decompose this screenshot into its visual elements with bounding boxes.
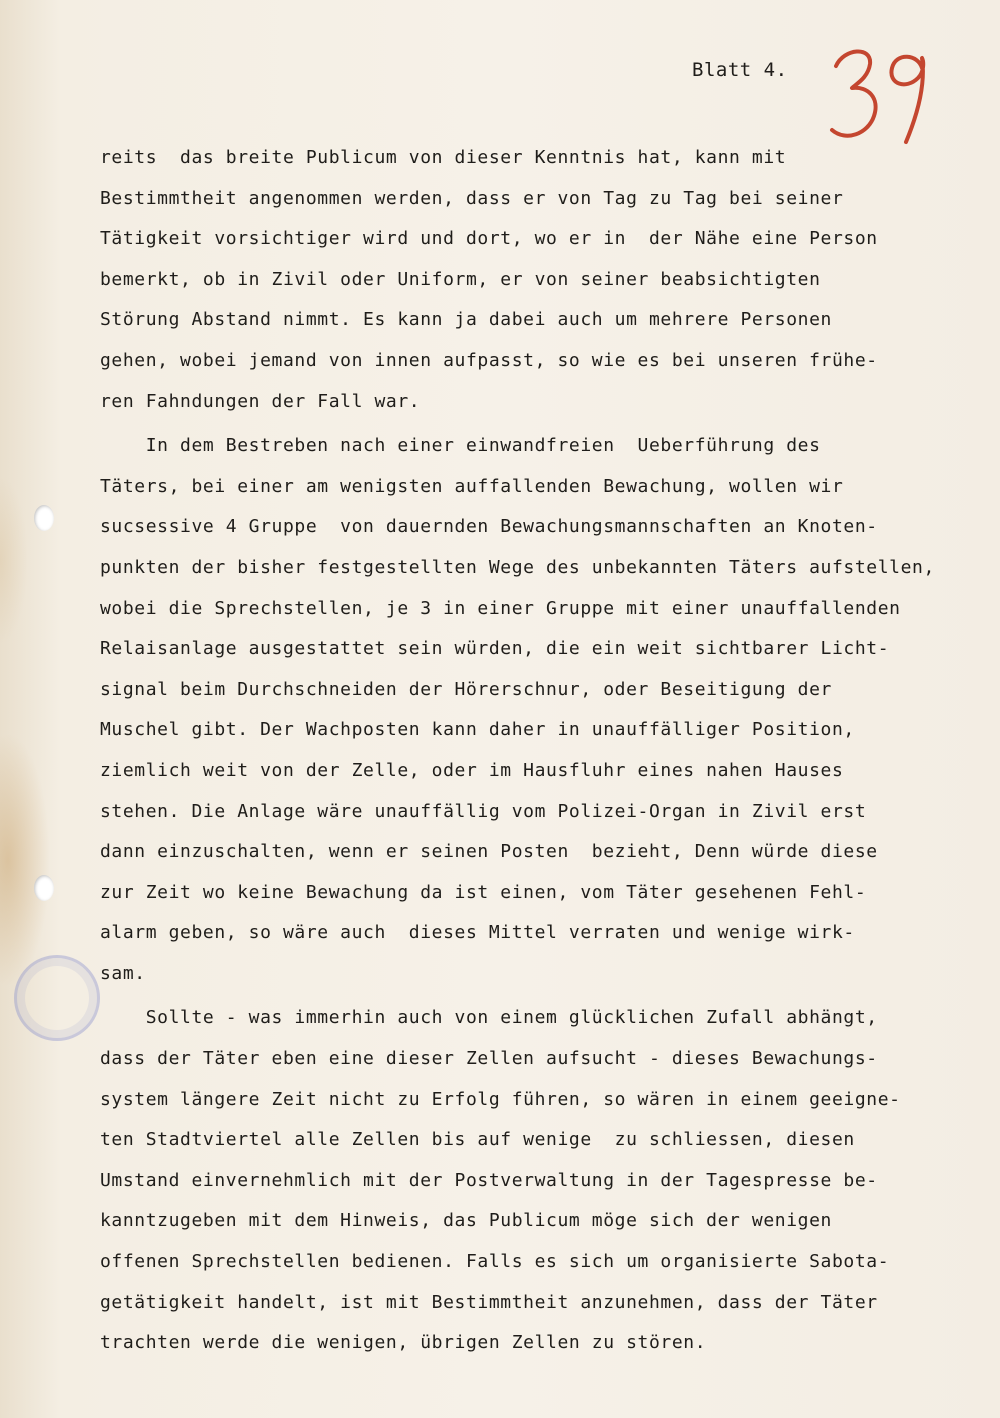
text-line: signal beim Durchschneiden der Hörerschnur, oder Beseitigung der (100, 678, 832, 700)
text-line: bemerkt, ob in Zivil oder Uniform, er von seiner beabsichtigten (100, 268, 821, 290)
text-line: getätigkeit handelt, ist mit Bestimmtheit anzunehmen, dass der Täter (100, 1291, 878, 1313)
text-line: Umstand einvernehmlich mit der Postverwaltung in der Tagespresse be- (100, 1169, 878, 1191)
text-line: Störung Abstand nimmt. Es kann ja dabei auch um mehrere Personen (100, 309, 832, 331)
text-line: reits das breite Publicum von dieser Kenntnis hat, kann mit (100, 147, 787, 168)
text-line: Täters, bei einer am wenigsten auffallenden Bewachung, wollen wir (100, 475, 844, 497)
text-line: sam. (100, 962, 146, 984)
text-line: Relaisanlage ausgestattet sein würden, die ein weit sichtbarer Licht- (100, 638, 890, 660)
paragraph-1 (100, 138, 980, 422)
text-line: dass der Täter eben eine dieser Zellen aufsucht - dieses Bewachungs- (100, 1048, 878, 1070)
text-line: system längere Zeit nicht zu Erfolg führen, so wären in einem geeigne- (100, 1088, 901, 1110)
text-line: offenen Sprechstellen bedienen. Falls es sich um organisierte Sabota- (100, 1251, 890, 1273)
sheet-label: Blatt 4. (692, 59, 788, 81)
text-line: Muschel gibt. Der Wachposten kann daher in unauffälliger Position, (100, 719, 855, 741)
text-line: Tätigkeit vorsichtiger wird und dort, wo er in der Nähe eine Person (100, 228, 878, 250)
text-line: Sollte - was immerhin auch von einem glücklichen Zufall abhängt, (100, 1007, 878, 1029)
paragraph-2 (100, 426, 980, 994)
punch-hole-bottom (34, 875, 54, 901)
paragraph-3 (100, 998, 980, 1363)
text-line: ziemlich weit von der Zelle, oder im Hausfluhr eines nahen Hauses (100, 759, 844, 781)
text-line: ten Stadtviertel alle Zellen bis auf wenige zu schliessen, diesen (100, 1129, 855, 1151)
text-line: In dem Bestreben nach einer einwandfreien Ueberführung des (100, 435, 821, 457)
text-line: wobei die Sprechstellen, je 3 in einer Gruppe mit einer unauffallenden (100, 597, 901, 619)
text-line: stehen. Die Anlage wäre unauffällig vom Polizei-Organ in Zivil erst (100, 800, 867, 822)
text-line: alarm geben, so wäre auch dieses Mittel verraten und wenige wirk- (100, 922, 855, 944)
text-line: dann einzuschalten, wenn er seinen Posten bezieht, Denn würde diese (100, 841, 878, 863)
text-line: trachten werde die wenigen, übrigen Zellen zu stören. (100, 1332, 707, 1354)
letter-body (100, 138, 980, 1364)
text-line: gehen, wobei jemand von innen aufpasst, so wie es bei unseren frühe- (100, 349, 878, 371)
text-line: kanntzugeben mit dem Hinweis, das Publicum möge sich der wenigen (100, 1210, 832, 1232)
text-line: Bestimmtheit angenommen werden, dass er von Tag zu Tag bei seiner (100, 187, 844, 209)
text-line: sucsessive 4 Gruppe von dauernden Bewachungsmannschaften an Knoten- (100, 516, 878, 538)
handwritten-folio-number (826, 38, 938, 150)
punch-hole-top (34, 505, 54, 531)
text-line: punkten der bisher festgestellten Wege des unbekannten Täters aufstellen, (100, 556, 935, 578)
text-line: zur Zeit wo keine Bewachung da ist einen, vom Täter gesehenen Fehl- (100, 881, 867, 903)
faded-stamp (14, 955, 100, 1041)
text-line: ren Fahndungen der Fall war. (100, 390, 421, 412)
